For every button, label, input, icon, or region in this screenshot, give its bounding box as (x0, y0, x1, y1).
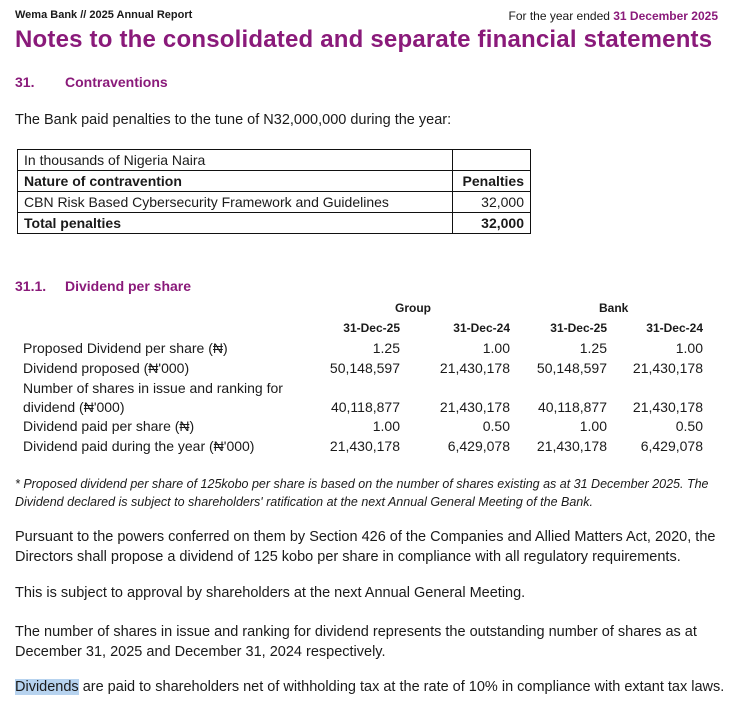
col-group-2024: 31-Dec-24 (453, 321, 510, 335)
col-bank-2024: 31-Dec-24 (646, 321, 703, 335)
table-cell: 40,118,877 (330, 399, 400, 415)
row-label-dividend-proposed: Dividend proposed (₦'000) (23, 360, 190, 376)
paragraph-powers: Pursuant to the powers conferred on them by Section 426 of the Companies and Allied Matters Act, 2020, the Directors shall propose a dividend of 125 kobo per share in compliance with all regulatory requirements. (15, 529, 716, 565)
table-total-row (18, 213, 531, 234)
section-31-title: Contraventions (65, 74, 168, 90)
paragraph-shares: The number of shares in issue and ranking for dividend represents the outstanding number of shares as at December 31, 2025 and December 31, 2024 respectively. (15, 624, 697, 660)
table-cell: 50,148,597 (329, 360, 400, 376)
table-header-row (18, 171, 531, 192)
total-value: 32,000 (453, 213, 531, 234)
unit-label: In thousands of Nigeria Naira (18, 150, 453, 171)
row-label-dps-paid: Dividend paid per share (₦) (23, 418, 195, 434)
row-label: CBN Risk Based Cybersecurity Framework and Guidelines (18, 192, 453, 213)
paragraph-withholding-rest: are paid to shareholders net of withholding tax at the rate of 10% in compliance with extant tax laws. (78, 679, 725, 695)
col-penalties: Penalties (453, 171, 531, 192)
row-label-proposed-dps: Proposed Dividend per share (₦) (23, 340, 228, 356)
table-cell: 1.00 (675, 340, 703, 356)
table-cell: 0.50 (482, 418, 510, 434)
period-date: 31 December 2025 (613, 9, 718, 23)
paragraph-approval: This is subject to approval by shareholders at the next Annual General Meeting. (15, 585, 526, 601)
table-cell: 21,430,178 (439, 399, 510, 415)
table-cell: 6,429,078 (447, 438, 510, 454)
table-cell: 1.00 (372, 418, 400, 434)
period-prefix: For the year ended (508, 9, 614, 23)
penalties-table (17, 149, 531, 234)
selected-text[interactable]: Dividends (15, 679, 79, 695)
row-label-shares-line1: Number of shares in issue and ranking for (23, 380, 283, 396)
row-label-shares-line2: dividend (₦'000) (23, 399, 125, 415)
total-label: Total penalties (18, 213, 453, 234)
table-cell: 21,430,178 (632, 399, 703, 415)
page-title: Notes to the consolidated and separate financial statements (15, 26, 713, 53)
table-cell: 40,118,877 (537, 399, 607, 415)
col-bank-2025: 31-Dec-25 (550, 321, 607, 335)
col-group-2025: 31-Dec-25 (343, 321, 400, 335)
section-311-number: 31.1. (15, 278, 47, 294)
table-cell: 1.25 (372, 340, 400, 356)
table-cell: 21,430,178 (439, 360, 510, 376)
col-nature: Nature of contravention (18, 171, 453, 192)
section-31-number: 31. (15, 74, 35, 90)
table-row (18, 150, 531, 171)
table-cell: 1.25 (579, 340, 607, 356)
table-cell: 21,430,178 (536, 438, 607, 454)
table-cell: 6,429,078 (640, 438, 703, 454)
section-31-intro: The Bank paid penalties to the tune of N32,000,000 during the year: (15, 112, 452, 128)
section-311-title: Dividend per share (65, 278, 192, 294)
report-header: Wema Bank // 2025 Annual Report (15, 9, 193, 21)
row-label-dividend-paid: Dividend paid during the year (₦'000) (23, 438, 255, 454)
period-header (509, 9, 718, 23)
bank-label: Bank (599, 301, 629, 315)
table-cell: 50,148,597 (536, 360, 607, 376)
paragraph-withholding (15, 679, 724, 695)
table-cell: 1.00 (579, 418, 607, 434)
table-cell: 21,430,178 (329, 438, 400, 454)
row-value: 32,000 (453, 192, 531, 213)
table-cell: 21,430,178 (632, 360, 703, 376)
table-cell: 0.50 (675, 418, 703, 434)
dividend-footnote: * Proposed dividend per share of 125kobo per share is based on the number of shares existing as at 31 December 2025. The Dividend declared is subject to shareholders' ratification at the next Annual General Meeting of the Bank. (15, 477, 709, 509)
table-row (18, 192, 531, 213)
table-cell: 1.00 (482, 340, 510, 356)
group-label: Group (395, 301, 431, 315)
